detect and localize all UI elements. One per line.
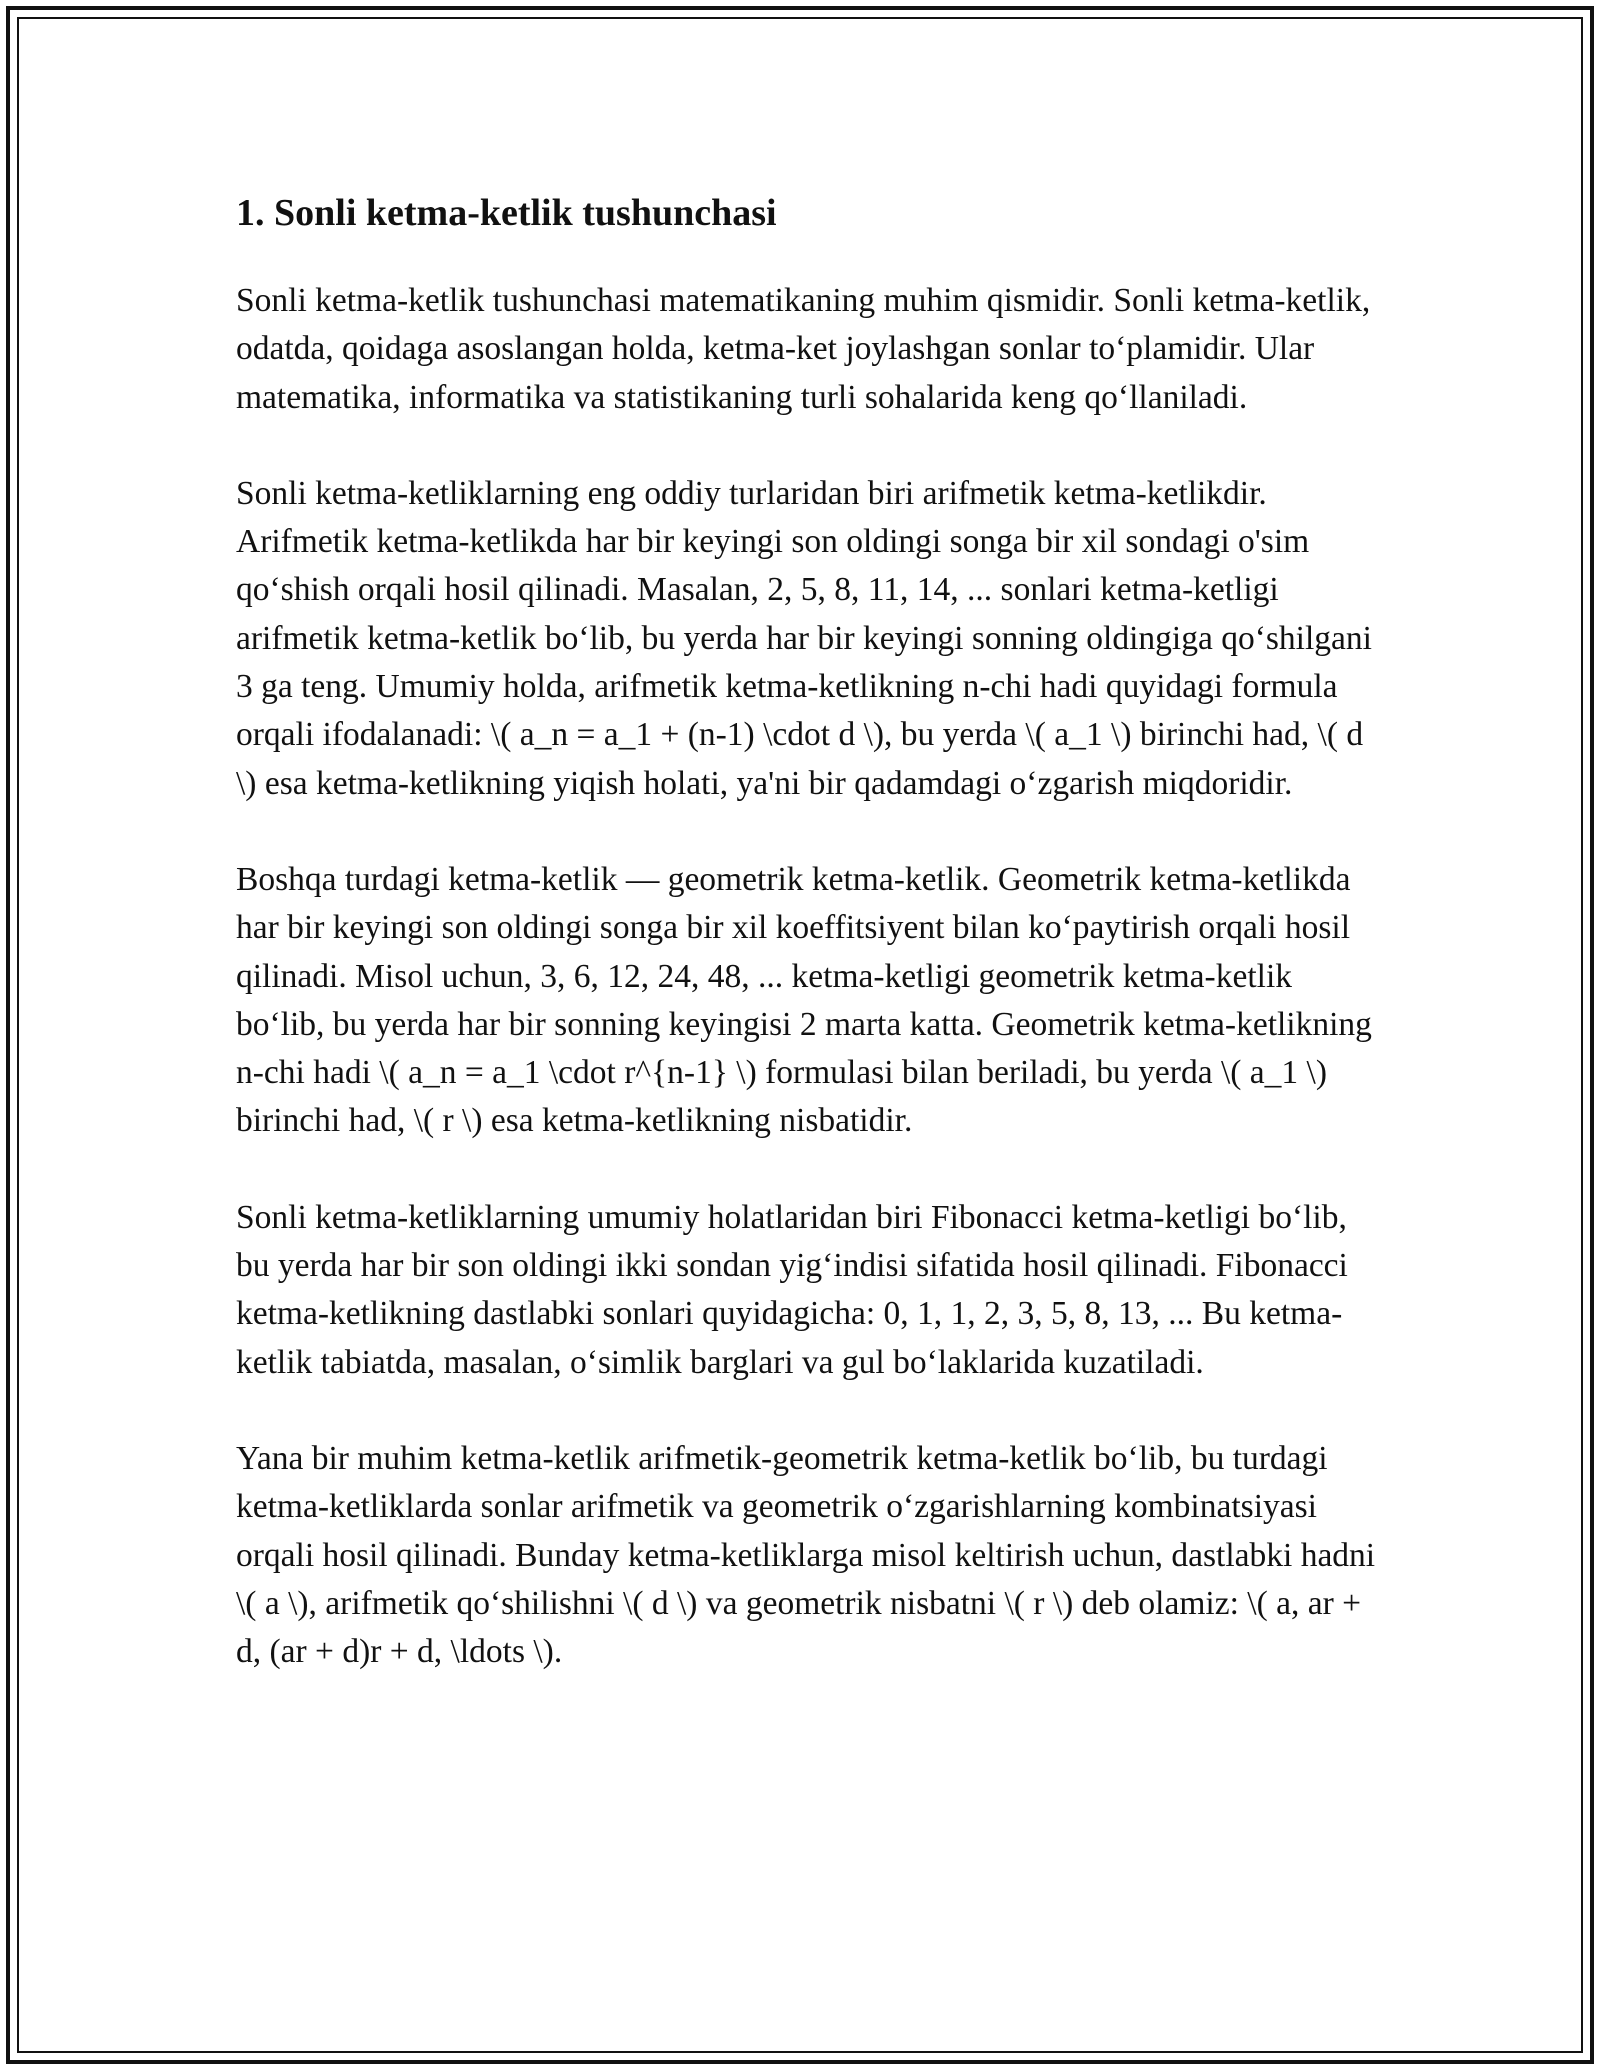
section-title: 1. Sonli ketma-ketlik tushunchasi <box>236 192 777 234</box>
paragraph-geometric: Boshqa turdagi ketma-ketlik — geometrik ketma-ketlik. Geometrik ketma-ketlikda har bir keyingi son oldingi songa bir xil koeffitsiyent bilan ko‘paytirish orqali hosil qilinadi. Misol uchun, 3, 6, 12, 24, 48, ... ketma-ketligi geometrik ketma-ketlik bo‘lib, bu yerda har bir sonning keyingisi 2 marta katta. Geometrik ketma-ketlikning n-chi hadi \( a_n = a_1 \cdot r^{n-1} \) formulasi bilan beriladi, bu yerda \( a_1 \) birinchi had, \( r \) esa ketma-ketlikning nisbatidir. <box>236 860 1372 1140</box>
paragraph-arithmetic-geometric: Yana bir muhim ketma-ketlik arifmetik-geometrik ketma-ketlik bo‘lib, bu turdagi ketma-ketliklarda sonlar arifmetik va geometrik o‘zgarishlarning kombinatsiyasi orqali hosil qilinadi. Bunday ketma-ketliklarga misol keltirish uchun, dastlabki hadni \( a \), arifmetik qo‘shilishni \( d \) va geometrik nisbatni \( r \) deb olamiz: \( a, ar + d, (ar + d)r + d, \ldots \). <box>236 1439 1376 1671</box>
paragraph-intro: Sonli ketma-ketlik tushunchasi matematikaning muhim qismidir. Sonli ketma-ketlik, odatda, qoidaga asoslangan holda, ketma-ket joylashgan sonlar to‘plamidir. Ular matematika, informatika va statistikaning turli sohalarida keng qo‘llaniladi. <box>236 282 1371 416</box>
document-body <box>236 185 1376 1724</box>
paragraph-fibonacci: Sonli ketma-ketliklarning umumiy holatlaridan biri Fibonacci ketma-ketligi bo‘lib, bu yerda har bir son oldingi ikki sondan yig‘indisi sifatida hosil qilinadi. Fibonacci ketma-ketlikning dastlabki sonlari quyidagicha: 0, 1, 1, 2, 3, 5, 8, 13, ... Bu ketma-ketlik tabiatda, masalan, o‘simlik barglari va gul bo‘laklarida kuzatiladi. <box>236 1198 1348 1381</box>
paragraph-arithmetic: Sonli ketma-ketliklarning eng oddiy turlaridan biri arifmetik ketma-ketlikdir. Arifmetik ketma-ketlikda har bir keyingi son oldingi songa bir xil sondagi o'sim qo‘shish orqali hosil qilinadi. Masalan, 2, 5, 8, 11, 14, ... sonlari ketma-ketligi arifmetik ketma-ketlik bo‘lib, bu yerda har bir keyingi sonning oldingiga qo‘shilgani 3 ga teng. Umumiy holda, arifmetik ketma-ketlikning n-chi hadi quyidagi formula orqali ifodalanadi: \( a_n = a_1 + (n-1) \cdot d \), bu yerda \( a_1 \) birinchi had, \( d \) esa ketma-ketlikning yiqish holati, ya'ni bir qadamdagi o‘zgarish miqdoridir. <box>236 474 1372 802</box>
